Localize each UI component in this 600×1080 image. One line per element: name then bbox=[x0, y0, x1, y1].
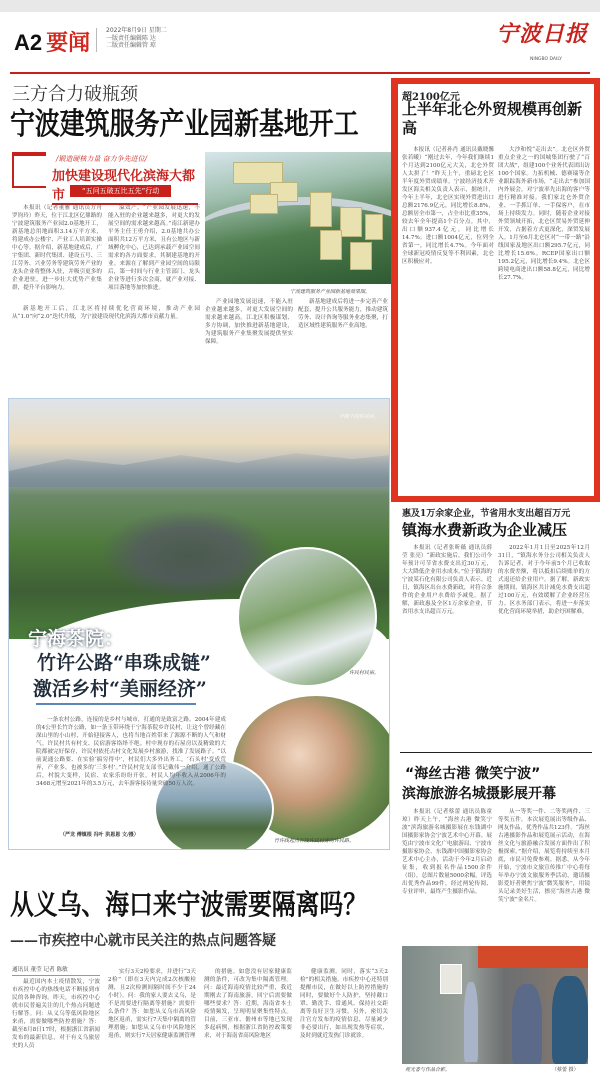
boxed-column-1: 本报讯（记者孙肖 通讯员戴晓馨 张若曦）“刚过去年，今年我们继续1个月达到2100亿元大关，北仑外贸人太拼了！”昨天上午，重磅北仑区半年度外贸成绩单。宁波经济技术开发区海关相关负责人表示，据统计，今年上半年，北仑区实现外贸进出口总额2176.9亿元，同比增长8.8%，总额居全市第一，占全市比重35%，较去年全年提高1个百分点。其中，出口额937.4亿元，同比增长14.7%；进口额1004亿元，位列全省第一，同比增长4.7%。今年面对全球新冠疫情反复等不利因素，北仑区积极应对。 bbox=[402, 147, 494, 265]
feature-title-place: 宁海茶院： bbox=[28, 628, 124, 650]
expo-headline-1: “海丝古港 微笑宁波” bbox=[405, 766, 541, 782]
quarantine-column-1: 最近国内本土疫情散发，宁波市疾控中心的热线电话不断接到市民的各种咨询。昨天，市疾控中心就市民普遍关注的几个热点问题进行解答。问：从义乌等低风险地区来甬，需要做哪些防控措施？答：截至8月8日17时，根据浙江省新闻发布的最新信息，对于有义乌旅居史的人员 bbox=[12, 979, 100, 1049]
water-column-1: 本报讯（记者张昕薇 通讯员薛莹 张亮）“新政实施后，我们公司今年预计可节省水费支出近30万元，大大降低企业用水成本。”位于镇海的宁波某石化有限公司负责人表示。近日，镇海区出台水费新政，对符合条件的企业用户水费给予减免。据了解，新政惠及全区1万余家企业，节省用水支出超百万元。 bbox=[402, 545, 492, 615]
feature-title-line-1: 竹许公路“串珠成链” bbox=[37, 652, 211, 674]
banner-line-3: “五问五破五比五先”行动 bbox=[70, 185, 171, 197]
lead-column-1: 本报讯（记者董雅 通讯员方舟 罗钧玲）昨天，位于江北区亿鼎路的宁波建筑服务产业园2.0基地开工，新基地总用地面积3.14万平方米，将建成办公楼宇、产业工人培训实操中心等。据介绍，新基地建成后，广宇集团、新时代集团、建设五号、三江劳务、兴业劳务等建筑劳务产业的龙头企业将整体入驻，并吸引更多的企业进驻，进一步壮大优势产业集群，提升平台影响力。 bbox=[12, 205, 102, 291]
lead-column-4: 新基地建成后将进一步完善产业配套，提升公共服务能力，推动建筑劳务、设计咨询等服务业态集聚，打造区域性建筑服务产业高地。 bbox=[298, 299, 388, 329]
industrial-park-rendering bbox=[205, 152, 391, 284]
expo-column-2: 从一等奖一件、二等奖两件、三等奖五件，本次展览展出等级作品、网友作品，优秀作品共123件。“海丝古港摄影作品和展览展示活动，在海丝文化与旅游融合发展方面作出了积极探索。”据介绍，展览将持续至本月底，市民可免费参观。据悉，从今年开始，宁波市文旅宣传推广中心将每年举办宁波文旅服务季活动，邀请摄影爱好者聚焦宁波“微笑服务”，用镜头记录美好生活，擦亮“海丝古港 微笑宁波”金名片。 bbox=[498, 809, 590, 903]
crane-icon bbox=[12, 152, 46, 188]
editor-1: 一版责任编辑陈 达 bbox=[106, 34, 156, 42]
feature-byline: （严龙 傅镇根 冯叶 洪恩恩 文/摄） bbox=[60, 832, 139, 838]
top-bar bbox=[0, 0, 600, 12]
campaign-banner bbox=[12, 152, 198, 203]
editor-2: 二版责任编辑管 琼 bbox=[106, 42, 156, 49]
boxed-headline: 上半年北仑外贸规模再创新高 bbox=[402, 100, 583, 137]
quarantine-column-2: 实行3天2检要求，并进行“3天2检”（即在3天内完成2次核酸检测，且2次检测间隔时间不少于24小时）。问：我的家人要去义乌，是不是需要进行隔离等措施？需要什么条件？答：如您从义乌市高风险地区返甬，需实行7天集中隔离的管理措施；如您从义乌市中风险地区返甬，则实行7天居家健康监测管理 bbox=[108, 969, 196, 1039]
exhibition-photo bbox=[402, 946, 588, 1064]
lead-column-5: 新基地开工后，江北区将持续优化营商环境，推动产业园从“1.0”向“2.0”迭代升级，为宁波建设现代化滨海大都市贡献力量。 bbox=[12, 306, 200, 320]
water-column-2: 2022年1月1日至2025年12月31日，“镇海水务分公司相关负责人告诉记者，对于今年前5个月已收取的水费差额，将以抵扣后续账单的方式退还给企业用户。据了解，新政实施期间，镇海区共计减免水费支出超过100万元，有效缓解了企业经营压力。区水务部门表示，将进一步落实优化营商环境举措，助企纾困解难。 bbox=[498, 545, 590, 615]
lead-headline: 宁波建筑服务产业园新基地开工 bbox=[10, 108, 359, 141]
homestay-caption: 许民村民宿。 bbox=[349, 670, 380, 676]
photo-caption: 夕阳下的许民村。 bbox=[339, 414, 380, 420]
header-rule bbox=[10, 72, 590, 74]
rv-camp-photo bbox=[237, 547, 380, 687]
water-headline: 镇海水费新政为企业减压 bbox=[402, 521, 568, 539]
divider bbox=[400, 752, 592, 753]
banner-line-1: /锻造硬核力量 奋力争先进位/ bbox=[56, 155, 147, 163]
page-number bbox=[14, 26, 90, 57]
quarantine-byline: 通讯员 董莹 记者 陈敏 bbox=[12, 965, 100, 976]
road-graphic bbox=[205, 197, 391, 284]
edition-meta bbox=[106, 27, 167, 50]
issue-date: 2022年8月9日 星期二 bbox=[106, 27, 167, 34]
quarantine-column-3: 的措施。如您没有居家健康监测的条件，可改为集中隔离管理。问：最近海南疫情比较严重，我近期刚去了海南旅游，回宁后需要做哪些要求？答：近期，海南省本土疫情频发，呈现明显聚集性特点。目前，三亚市、儋州市等地已发现多起病例，根据浙江省防控政策要求，对于海南省高风险地区 bbox=[204, 969, 292, 1039]
lead-column-2: 溢效产。“产业园发展迅速，不能入驻的企业越来越多，对更大的发展空间的需求越来越高。”南江新建办平务主任王勇介绍，2.0基地共办公面积共12万平方米，且有公地区与新域孵化中心，已达到承载产业园空间需求的各方面要求，其制建基地的开业。来源在了解到产业园空间的局限后，第一时间与行业主管部门、龙头企业等进行多次会商，就产业对接、项目落地等加快推进。 bbox=[108, 205, 200, 291]
newspaper-logo: 宁波日报 bbox=[496, 21, 589, 47]
section-label: 要闻 bbox=[46, 30, 91, 55]
lead-kicker: 三方合力破瓶颈 bbox=[12, 84, 138, 105]
expo-column-1: 本报讯（记者蔡蕾 通讯员陈童琼）昨天上午，“海丝古港 微笑宁波”滨海旅游名城摄影展在东钱湖中国摄影家协会宁波艺术中心开幕。展览由宁波市文化广电旅游局、宁波市摄影家协会、东钱湖中国摄影家协会艺术中心主办，活动于今年2月启动征集，收到报名作品1500余件（组），总图片数量5000余幅，评选出优秀作品99件，经过两轮传阅、专业评审，最终产生摄影作品。 bbox=[402, 809, 492, 895]
expo-headline-2: 滨海旅游名城摄影展开幕 bbox=[402, 786, 556, 802]
header-divider bbox=[96, 28, 97, 52]
feature-title-line-2: 激活乡村“美丽经济” bbox=[33, 678, 207, 700]
road-caption: 竹许线起点有段许民村旁的许民路。 bbox=[274, 838, 355, 844]
page-label: A2 bbox=[14, 30, 43, 55]
expo-caption: 观光者与作品合影。 bbox=[405, 1067, 451, 1073]
newspaper-logo-en: NINGBO DAILY bbox=[530, 57, 562, 62]
title-underline bbox=[36, 703, 196, 705]
quarantine-subtitle: ——市疾控中心就市民关注的热点问题答疑 bbox=[10, 933, 276, 949]
rendering-caption: 宁波建筑服务产业园新基地效果图。 bbox=[290, 289, 371, 295]
boxed-kicker: 超2100亿元 bbox=[402, 92, 460, 103]
feature-title bbox=[33, 650, 211, 702]
lead-column-3: 产业园地发展迅速，不能入驻企业越来越多，对更大发展空间的需求越来越高。江北区积极谋划、多方协调，加快推进新基地建设，为建筑服务产业集聚发展提供坚实保障。 bbox=[205, 299, 293, 345]
banner-line-2: 加快建设现代化滨海大都市 bbox=[52, 165, 198, 205]
feature-body: 一条农村公路，连接的是乡村与城市，打通的是致富之路。2004年建成的4公里长竹许公路，如一条玉带环绕于宁海茶院乡许民村，让这个曾经藏在深山里的小山村，开始迎接客人，也将当地百姓带来了源源不断的人气和财气。许民村共有村支、民宿游客络绎不绝。村中现存的石屋房以及精致的大院都被完好保存，许民村依托古村文化发展乡村旅游，找准了发展路子。“以前说通公路要、在实验‘搞穷得中’，村民们大多外出务工，‘石头村’变成荒弃，产业多，也被多的‘三多村’。”许民村党支部书记戴伟一介绍，通了公路后，村貌大变样，民宿、农家乐纷纷开张，村民人均年收入从2006年的3468元增至2021年的3.5万元，去年游客接待量突破50万人次。 bbox=[36, 717, 226, 787]
boxed-column-2: 大沙和悦“走出去”。北仑区外贸重点企业之一的国城集团行驶了“百团大战”，组建100个业务代表团出访100个国家。力拓机械、德赛瑞等企业跟踪海外新市场，“走出去”参加国内外展会，对宁波率先出海的客户等进行精准对接。我们家北仑外贸企业、一手抓订单、一手保客户，在市场上持续发力。同时，随着企业对接外贸领域开拓，北仑区贸易外贸延伸开发，占据着方式更深化，深贸发展入。1月至6月北仑区对“一带一路”沿线国家及地区出口额295.7亿元，同比增长15.6%。RCEP国家出口额195.2亿元，同比增长9.4%。北仑区跨境电商进出口额58.8亿元，同比增长27.7%。 bbox=[498, 147, 590, 281]
quarantine-headline: 从义乌、海口来宁波需要隔离吗？ bbox=[10, 889, 368, 920]
water-kicker: 惠及1万余家企业，节省用水支出超百万元 bbox=[402, 509, 571, 519]
expo-credit: （蔡蕾 摄） bbox=[552, 1067, 579, 1073]
quarantine-column-4: 健康监测。同时，落实“3天2检”的相关措施。市疾控中心还特别提醒市民，在做好以上防控措施的同时，要做好个人防护，坚持戴口罩、勤洗手、常通风、保持社交距离等良好卫生习惯。另外，密切关注官方发布的疫情信息，尽量减少非必要出行，如出现发热等症状，及时到就近发热门诊就诊。 bbox=[300, 969, 388, 1039]
